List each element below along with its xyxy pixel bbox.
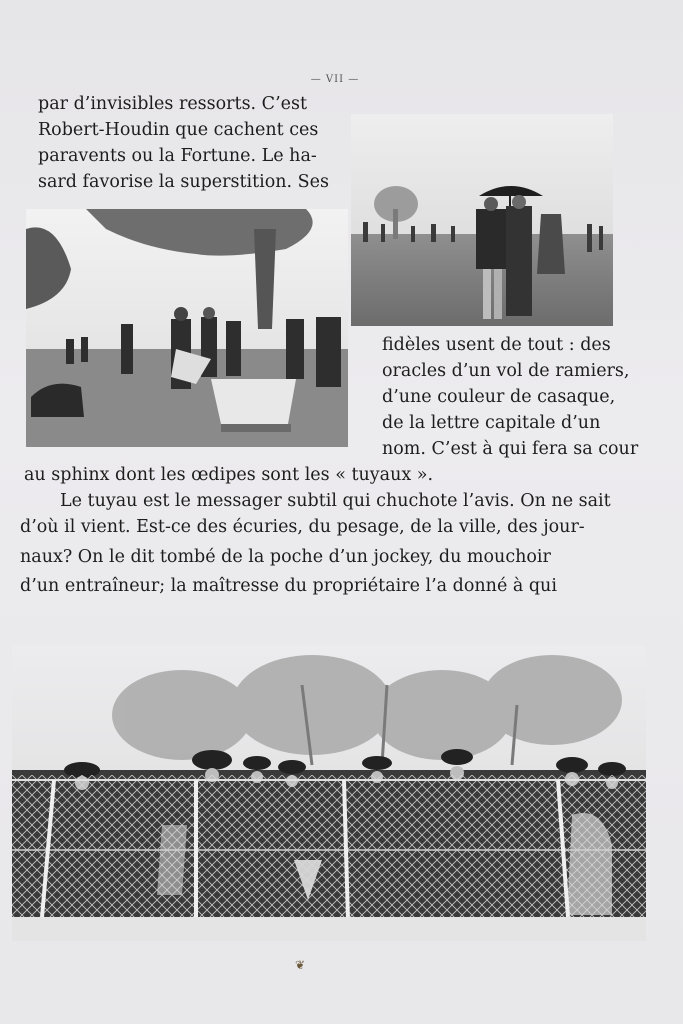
- text-line: d’un entraîneur; la maîtresse du propriétaire l’a donné à qui: [20, 576, 557, 596]
- text-line: naux? On le dit tombé de la poche d’un jockey, du mouchoir: [20, 547, 551, 567]
- text-line: Le tuyau est le messager subtil qui chuchote l’avis. On ne sait: [60, 491, 611, 511]
- photo-crowd-under-tree: [26, 209, 348, 447]
- text-line: au sphinx dont les œdipes sont les « tuyaux ».: [24, 465, 434, 485]
- page-number: — VII —: [310, 74, 360, 85]
- photo-umbrella-couple: [351, 114, 613, 326]
- ornament-mark: ❦: [294, 958, 306, 972]
- text-line: nom. C’est à qui fera sa cour: [382, 439, 639, 459]
- text-line: Robert-Houdin que cachent ces: [38, 120, 319, 140]
- photo-crowd-behind-fence: [12, 645, 646, 941]
- text-line: d’une couleur de casaque,: [382, 387, 616, 407]
- text-line: sard favorise la superstition. Ses: [38, 172, 330, 192]
- text-line: par d’invisibles ressorts. C’est: [38, 94, 308, 114]
- text-line: de la lettre capitale d’un: [382, 413, 601, 433]
- text-line: paravents ou la Fortune. Le ha-: [38, 146, 317, 166]
- text-line: oracles d’un vol de ramiers,: [382, 361, 630, 381]
- text-line: d’où il vient. Est-ce des écuries, du pesage, de la ville, des jour-: [20, 517, 585, 537]
- text-line: fidèles usent de tout : des: [382, 335, 611, 355]
